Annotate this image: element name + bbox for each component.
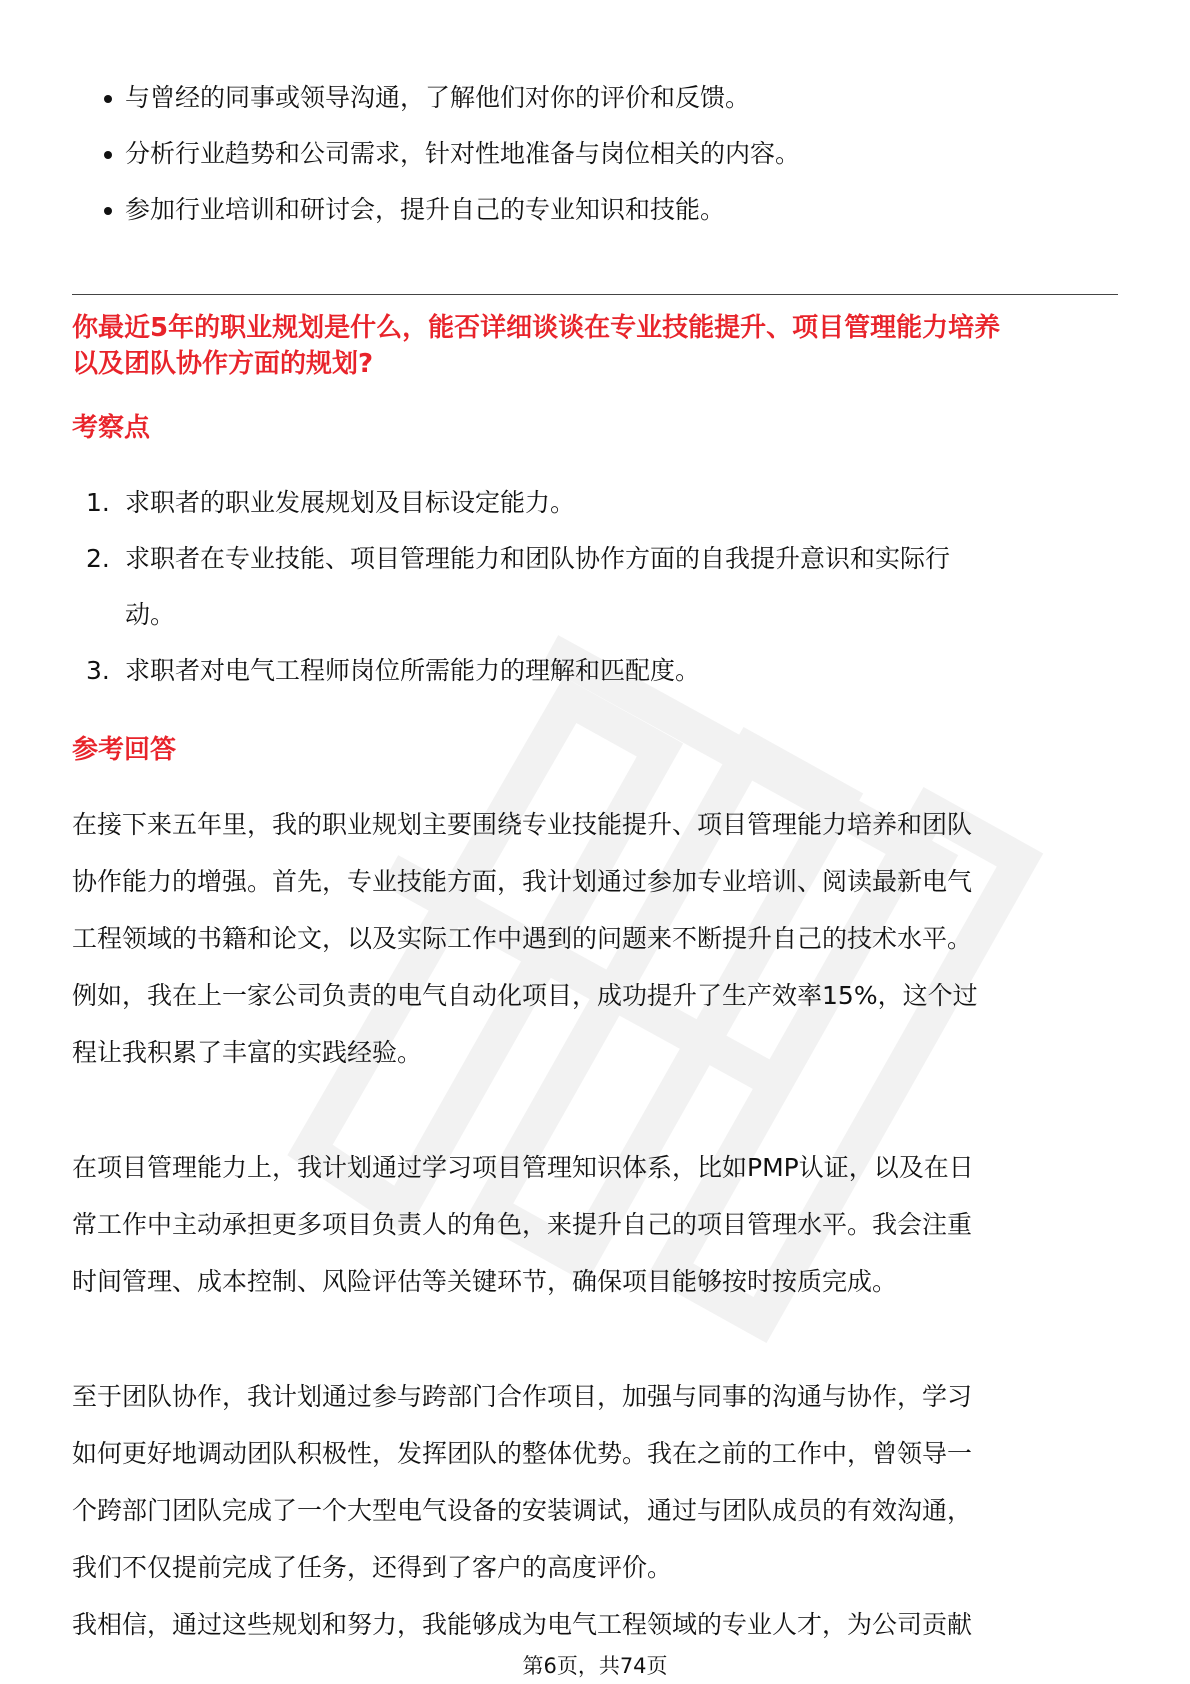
question-heading: 你最近5年的职业规划是什么，能否详细谈谈在专业技能提升、项目管理能力培养 以及团队协作方面的规划? [72, 313, 1001, 379]
answer-paragraph: 我相信，通过这些规划和努力，我能够成为电气工程领域的专业人才，为公司贡献 [72, 1610, 973, 1639]
list-item: 与曾经的同事或领导沟通，了解他们对你的评价和反馈。 [72, 70, 1118, 126]
list-item: 参加行业培训和研讨会，提升自己的专业知识和技能。 [72, 182, 1118, 238]
answer-paragraph: 在接下来五年里，我的职业规划主要围绕专业技能提升、项目管理能力培养和团队 协作能力的增强。首先，专业技能方面，我计划通过参加专业培训、阅读最新电气 工程领域的书籍和论文，以及实际工作中遇到的问题来不断提升自己的技术水平。 例如，我在上一家公司负责的电气自动化项目，成功提升了生产效率15%，这个过 程让我积累了丰富的实践经验。 [72, 810, 978, 1067]
answer-title: 参考回答 [72, 735, 177, 765]
bullet-dot-icon [104, 95, 112, 103]
list-item: 2. 求职者在专业技能、项目管理能力和团队协作方面的自我提升意识和实际行 动。 [86, 544, 951, 629]
assessment-title: 考察点 [72, 413, 151, 443]
assessment-list [72, 475, 1118, 699]
answer-paragraph: 在项目管理能力上，我计划通过学习项目管理知识体系，比如PMP认证，以及在日 常工作中主动承担更多项目负责人的角色，来提升自己的项目管理水平。我会注重 时间管理、成本控制、风险评估等关键环节，确保项目能够按时按质完成。 [72, 1153, 974, 1296]
tips-list [72, 70, 1118, 238]
list-item: 分析行业趋势和公司需求，针对性地准备与岗位相关的内容。 [72, 126, 1118, 182]
list-item: 3. 求职者对电气工程师岗位所需能力的理解和匹配度。 [86, 656, 701, 685]
page-number: 第6页，共74页 [522, 1654, 668, 1678]
answer-paragraph: 至于团队协作，我计划通过参与跨部门合作项目，加强与同事的沟通与协作，学习 如何更好地调动团队积极性，发挥团队的整体优势。我在之前的工作中，曾领导一 个跨部门团队完成了一个大型电气设备的安装调试，通过与团队成员的有效沟通， 我们不仅提前完成了任务，还得到了客户的高度评价。 [72, 1382, 973, 1582]
list-item: 1. 求职者的职业发展规划及目标设定能力。 [86, 488, 576, 517]
bullet-dot-icon [104, 207, 112, 215]
section-divider [72, 294, 1118, 295]
bullet-dot-icon [104, 151, 112, 159]
